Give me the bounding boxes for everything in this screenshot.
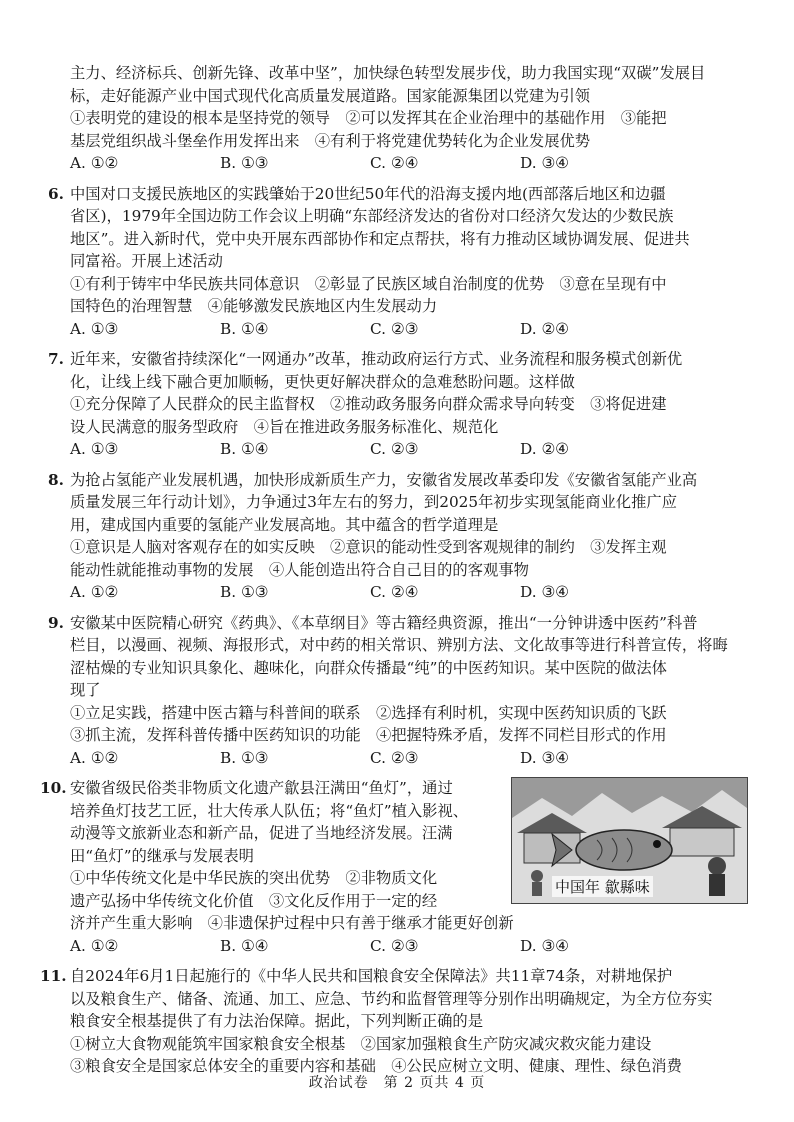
q6-option-a[interactable]: A. ①③ — [70, 319, 119, 338]
q6-option-b[interactable]: B. ①④ — [220, 319, 269, 338]
q7-option-b[interactable]: B. ①④ — [220, 440, 269, 458]
q11-line-3: 粮食安全根基提供了有力法治保障。据此，下列判断正确的是 — [70, 1012, 484, 1030]
q9-line-1: 安徽某中医院精心研究《药典》、《本草纲目》等古籍经典资源，推出“一分钟讲透中医药”科普 — [70, 613, 698, 632]
q10-options — [70, 935, 750, 958]
q10-line-4: 田“鱼灯”的继承与发展表明 — [70, 846, 254, 865]
q10-option-a[interactable]: A. ①② — [70, 936, 119, 955]
question-8 — [48, 469, 750, 604]
fish-lantern-illustration — [511, 777, 748, 904]
question-7 — [48, 348, 750, 461]
q11-line-5: ③粮食安全是国家总体安全的重要内容和基础 ④公民应树立文明、健康、理性、绿色消费 — [70, 1057, 682, 1075]
q5-line-3: ①表明党的建设的根本是坚持党的领导 ②可以发挥其在企业治理中的基础作用 ③能把 — [70, 109, 667, 127]
q11-number: 11. — [40, 967, 67, 985]
question-9 — [48, 612, 750, 770]
q7-first-row — [48, 348, 750, 371]
q11-line-1: 自2024年6月1日起施行的《中华人民共和国粮食安全保障法》共11章74条，对耕地保护 — [70, 967, 673, 985]
q8-option-a[interactable]: A. ①② — [70, 583, 119, 601]
q9-option-c[interactable]: C. ②③ — [370, 748, 419, 767]
q10-option-b[interactable]: B. ①④ — [220, 936, 269, 955]
q6-option-d[interactable]: D. ②④ — [520, 319, 569, 338]
q8-option-c[interactable]: C. ②④ — [370, 583, 419, 601]
q10-line-1: 安徽省级民俗类非物质文化遗产歙县汪满田“鱼灯”，通过 — [70, 779, 453, 797]
page-content — [40, 62, 750, 1078]
q11-line-2: 以及粮食生产、储备、流通、加工、应急、节约和监督管理等分别作出明确规定，为全方位夯实 — [70, 989, 713, 1008]
q7-number: 7. — [48, 350, 64, 368]
q8-options — [70, 581, 750, 604]
q9-line-3: 涩枯燥的专业知识具象化、趣味化，向群众传播最“纯”的中医药知识。某中医院的做法体 — [70, 658, 667, 677]
q8-option-b[interactable]: B. ①③ — [220, 583, 269, 601]
q10-option-c[interactable]: C. ②③ — [370, 936, 419, 955]
question-6 — [48, 183, 750, 341]
q10-line-3: 动漫等文旅新业态和新产品，促进了当地经济发展。汪满 — [70, 824, 453, 842]
q11-first-row — [40, 965, 750, 988]
q6-line-4: 同富裕。开展上述活动 — [70, 252, 223, 270]
q5-line-2: 标，走好能源产业中国式现代化高质量发展道路。国家能源集团以党建为引领 — [70, 86, 591, 105]
q9-option-b[interactable]: B. ①③ — [220, 748, 269, 767]
q5-line-1: 主力、经济标兵、创新先锋、改革中坚”，加快绿色转型发展步伐，助力我国实现“双碳”发展目 — [70, 64, 706, 82]
q9-line-2: 栏目，以漫画、视频、海报形式，对中药的相关常识、辨别方法、文化故事等进行科普宣传，将晦 — [70, 636, 728, 654]
q10-number: 10. — [40, 779, 67, 797]
q6-number: 6. — [48, 184, 64, 203]
q8-option-d[interactable]: D. ③④ — [520, 583, 569, 601]
q7-option-c[interactable]: C. ②③ — [370, 440, 419, 458]
q8-line-3: 用，建成国内重要的氢能产业发展高地。其中蕴含的哲学道理是 — [70, 515, 499, 534]
q8-line-5: 能动性就能推动事物的发展 ④人能创造出符合自己目的的客观事物 — [70, 560, 529, 579]
q9-line-5: ①立足实践，搭建中医古籍与科普间的联系 ②选择有利时机，实现中医药知识质的飞跃 — [70, 703, 667, 722]
question-11 — [40, 965, 750, 1078]
q6-line-1: 中国对口支援民族地区的实践肇始于20世纪50年代的沿海支援内地(西部落后地区和边疆 — [70, 184, 666, 203]
q6-line-5: ①有利于铸牢中华民族共同体意识 ②彰显了民族区域自治制度的优势 ③意在呈现有中 — [70, 274, 667, 293]
q9-options — [70, 747, 750, 770]
illustration-caption: 中国年 歙縣味 — [552, 876, 653, 897]
q6-first-row — [48, 183, 750, 206]
q7-line-4: 设人民满意的服务型政府 ④旨在推进政务服务标准化、规范化 — [70, 417, 499, 436]
q9-line-4: 现了 — [70, 681, 101, 699]
q7-option-d[interactable]: D. ②④ — [520, 440, 569, 458]
q5-option-d[interactable]: D. ③④ — [520, 154, 569, 172]
question-10 — [40, 777, 750, 957]
q6-line-3: 地区”。进入新时代，党中央开展东西部协作和定点帮扶，将有力推动区域协调发展、促进共 — [70, 229, 690, 248]
q7-line-1: 近年来，安徽省持续深化“一网通办”改革，推动政府运行方式、业务流程和服务模式创新优 — [70, 350, 683, 368]
q11-line-4: ①树立大食物观能筑牢国家粮食安全根基 ②国家加强粮食生产防灾减灾救灾能力建设 — [70, 1034, 652, 1053]
question-5-continued — [70, 62, 750, 175]
q10-line-2: 培养鱼灯技艺工匠，壮大传承人队伍；将“鱼灯”植入影视、 — [70, 801, 469, 820]
q10-line-5: ①中华传统文化是中华民族的突出优势 ②非物质文化 — [70, 869, 438, 887]
q5-line-4: 基层党组织战斗堡垒作用发挥出来 ④有利于将党建优势转化为企业发展优势 — [70, 131, 591, 150]
q9-line-6: ③抓主流，发挥科普传播中医药知识的功能 ④把握特殊矛盾，发挥不同栏目形式的作用 — [70, 726, 667, 744]
q8-line-1: 为抢占氢能产业发展机遇，加快形成新质生产力，安徽省发展改革委印发《安徽省氢能产业高 — [70, 470, 698, 489]
q9-first-row — [48, 612, 750, 635]
q6-option-c[interactable]: C. ②③ — [370, 319, 419, 338]
q10-option-d[interactable]: D. ③④ — [520, 936, 569, 955]
q8-line-4: ①意识是人脑对客观存在的如实反映 ②意识的能动性受到客观规律的制约 ③发挥主观 — [70, 538, 667, 556]
q9-number: 9. — [48, 613, 64, 632]
q5-option-b[interactable]: B. ①③ — [220, 154, 269, 172]
q5-option-c[interactable]: C. ②④ — [370, 154, 419, 172]
q10-line-6: 遗产弘扬中华传统文化价值 ③文化反作用于一定的经 — [70, 891, 438, 910]
q7-options — [70, 438, 750, 461]
q6-line-6: 国特色的治理智慧 ④能够激发民族地区内生发展动力 — [70, 297, 438, 315]
q5-options — [70, 152, 750, 175]
q8-first-row — [48, 469, 750, 492]
q9-option-a[interactable]: A. ①② — [70, 748, 119, 767]
q6-options — [70, 318, 750, 341]
q9-option-d[interactable]: D. ③④ — [520, 748, 569, 767]
q7-option-a[interactable]: A. ①③ — [70, 440, 119, 458]
q8-number: 8. — [48, 470, 64, 489]
q7-line-2: 化，让线上线下融合更加顺畅，更快更好解决群众的急难愁盼问题。这样做 — [70, 372, 575, 391]
q6-line-2: 省区)，1979年全国边防工作会议上明确“东部经济发达的省份对口经济欠发达的少数民族 — [70, 207, 674, 225]
q5-option-a[interactable]: A. ①② — [70, 154, 119, 172]
q8-line-2: 质量发展三年行动计划》，力争通过3年左右的努力，到2025年初步实现氢能商业化推广应 — [70, 493, 677, 511]
q10-line-7: 济并产生重大影响 ④非遗保护过程中只有善于继承才能更好创新 — [70, 914, 514, 932]
q7-line-3: ①充分保障了人民群众的民主监督权 ②推动政务服务向群众需求导向转变 ③将促进建 — [70, 395, 667, 413]
page-footer: 政治试卷 第 2 页共 4 页 — [308, 1075, 486, 1091]
